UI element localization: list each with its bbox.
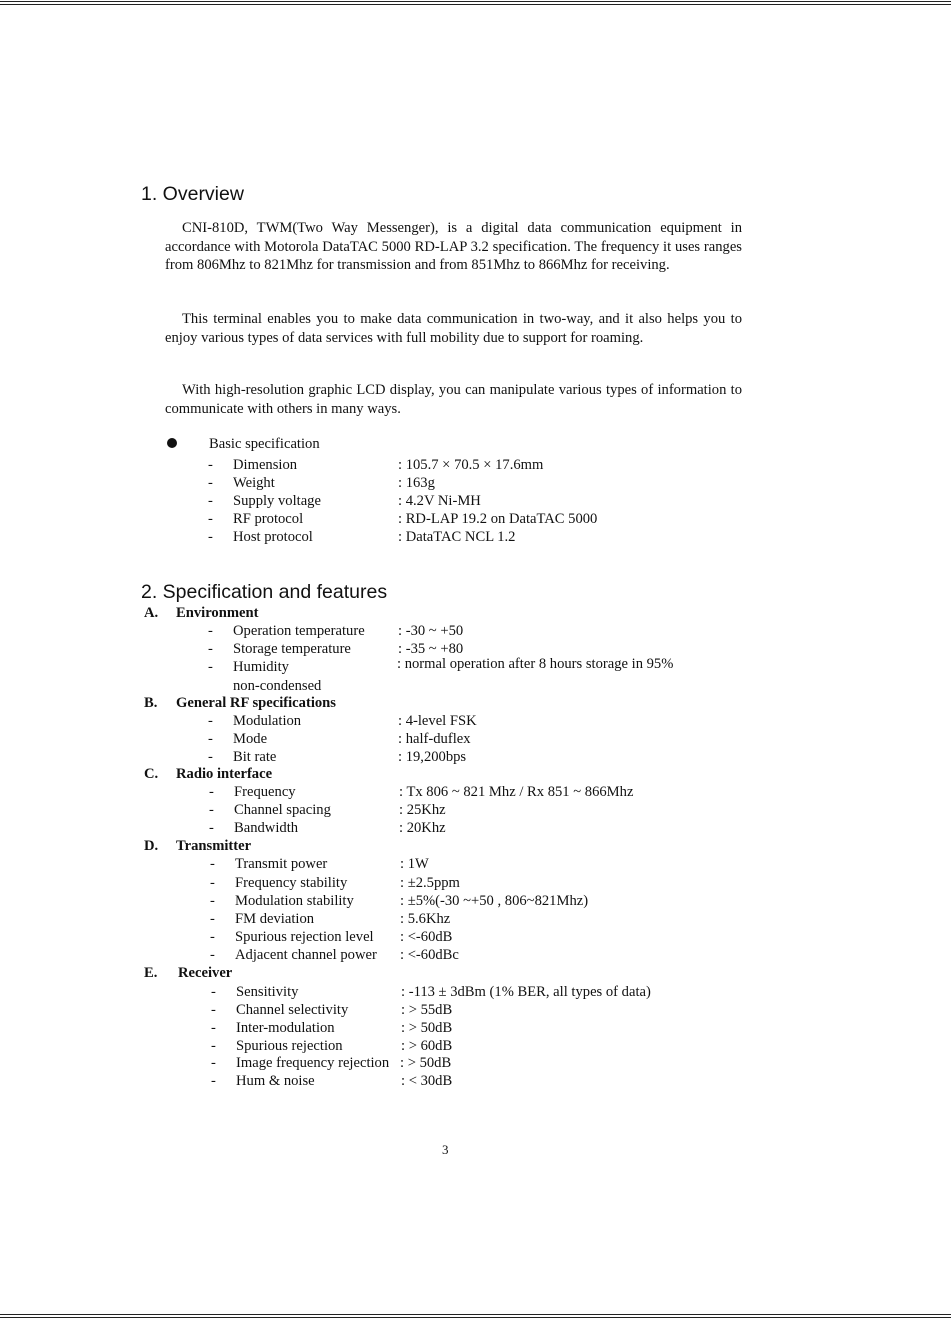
- spec-value: : ±5%(-30 ~+50 , 806~821Mhz): [400, 893, 589, 909]
- spec-value: : > 60dB: [401, 1038, 453, 1054]
- spec-value: : 20Khz: [399, 820, 446, 836]
- spec-label: Adjacent channel power: [235, 947, 377, 963]
- document-page: 1. Overview CNI-810D, TWM(Two Way Messenger), is a digital data communication equipment in accordance with Motorola DataTAC 5000 RD-LAP 3.2 specification. The frequency it uses ranges from 806Mhz to 821Mhz for transmission and from 851Mhz to 866Mhz for receiving. This terminal enables you to make data communication in two-way, and it also helps you to enjoy various types of data services with full mobility due to support for roaming. With high-resolution graphic LCD display, you can manipulate various types of information to communicate with others in many ways. Basic specification - Dimension : 105.7 × 70.5 × 17.6mm - Weight : 163g - Supply voltage : 4.2V Ni-MH - RF protocol : RD-LAP 19.2 on DataTAC 5000 - Host protocol : DataTAC NCL 1.2 2. Specification and features A. Environment - Operation temperature : -30 ~ +50 - Storage temperature : -35 ~ +80 - Humidity : normal operation after 8 hours storage in 95% non-condensed B. General RF specifications - Modulation : 4-level FSK - Mode : half-duflex - Bit rate : 19,200bps C. Radio interface - Frequency : Tx 806 ~ 821 Mhz / Rx 851 ~ 866Mhz - Channel spacing : 25Khz - Bandwidth : 20Khz D. Transmitter - Transmit power : 1W - Frequency stability : ±2.5ppm - Modulation stability : ±5%(-30 ~+50 , 806~821Mhz) - FM deviation : 5.6Khz - Spurious rejection level : <-60dB - Adjacent channel power : <-60dBc E. Receiver - Sensitivity : -113 ± 3dBm (1% BER, all types of data) - Channel selectivity : > 55dB - Inter-modulation : > 50dB - Spurious rejection : > 60dB - Image frequency rejection : > 50dB - Hum & noise : < 30dB 3: [141, 183, 742, 1157]
- section-letter: E.: [144, 965, 158, 981]
- spec-label: Bandwidth: [234, 820, 299, 836]
- spec-label: Modulation: [233, 713, 302, 729]
- spec-label: Spurious rejection: [236, 1038, 343, 1054]
- basic-spec-value: : RD-LAP 19.2 on DataTAC 5000: [398, 511, 598, 527]
- spec-value: : ±2.5ppm: [400, 875, 460, 891]
- spec-value: : -35 ~ +80: [398, 641, 464, 657]
- spec-label: Inter-modulation: [236, 1020, 335, 1036]
- spec-value: : 25Khz: [399, 802, 446, 818]
- overview-paragraph-3: With high-resolution graphic LCD display, you can manipulate various types of information to communicate with others in many ways.: [165, 382, 742, 417]
- page-number: 3: [442, 1142, 449, 1157]
- section-title: Transmitter: [176, 838, 252, 854]
- section-letter: B.: [144, 695, 158, 711]
- spec-value: : 19,200bps: [398, 749, 467, 765]
- basic-spec-label: Host protocol: [233, 529, 313, 545]
- spec-value: : half-duflex: [398, 731, 471, 747]
- spec-label: FM deviation: [235, 911, 315, 927]
- basic-spec-label: Supply voltage: [233, 493, 321, 509]
- spec-value: : > 50dB: [400, 1055, 452, 1071]
- spec-value: : < 30dB: [401, 1073, 453, 1089]
- overview-paragraph-1: CNI-810D, TWM(Two Way Messenger), is a digital data communication equipment in accordance with Motorola DataTAC 5000 RD-LAP 3.2 specification. The frequency it uses ranges from 806Mhz to 821Mhz for transmission and from 851Mhz to 866Mhz for receiving.: [165, 220, 742, 274]
- basic-spec-value: : DataTAC NCL 1.2: [398, 529, 516, 545]
- spec-value: : normal operation after 8 hours storage in 95%: [397, 656, 674, 672]
- basic-spec-value: : 105.7 × 70.5 × 17.6mm: [398, 457, 544, 473]
- spec-value: : -113 ± 3dBm (1% BER, all types of data): [401, 984, 651, 1000]
- basic-spec-title: Basic specification: [209, 436, 320, 452]
- section-letter: C.: [144, 766, 159, 782]
- spec-label: Hum & noise: [236, 1073, 315, 1089]
- spec-label: Storage temperature: [233, 641, 351, 657]
- spec-value: : -30 ~ +50: [398, 623, 464, 639]
- spec-label: Image frequency rejection: [236, 1055, 390, 1071]
- basic-spec-label: Dimension: [233, 457, 298, 473]
- spec-label: Humidity: [233, 659, 289, 675]
- spec-label: Channel spacing: [234, 802, 331, 818]
- basic-spec-label: RF protocol: [233, 511, 304, 527]
- spec-label: Bit rate: [233, 749, 277, 765]
- spec-value: : <-60dBc: [400, 947, 459, 963]
- basic-spec-value: : 163g: [398, 475, 435, 491]
- spec-label: non-condensed: [233, 678, 322, 694]
- spec-label: Channel selectivity: [236, 1002, 349, 1018]
- section-title: Receiver: [178, 965, 233, 981]
- bottom-rule: [0, 1314, 951, 1318]
- spec-value: : <-60dB: [400, 929, 453, 945]
- spec-label: Frequency: [234, 784, 296, 800]
- overview-paragraph-2: This terminal enables you to make data communication in two-way, and it also helps you to enjoy various types of data services with full mobility due to support for roaming.: [165, 311, 742, 346]
- spec-heading: 2. Specification and features: [141, 581, 388, 603]
- basic-spec-label: Weight: [233, 475, 275, 491]
- section-title: General RF specifications: [176, 695, 336, 711]
- spec-label: Modulation stability: [235, 893, 354, 909]
- spec-label: Spurious rejection level: [235, 929, 374, 945]
- spec-value: : 4-level FSK: [398, 713, 477, 729]
- section-letter: D.: [144, 838, 159, 854]
- spec-label: Mode: [233, 731, 268, 747]
- spec-label: Operation temperature: [233, 623, 365, 639]
- spec-label: Transmit power: [235, 856, 328, 872]
- spec-value: : > 50dB: [401, 1020, 453, 1036]
- section-title: Radio interface: [176, 766, 273, 782]
- bullet-icon: [167, 438, 177, 448]
- section-letter: A.: [144, 605, 159, 621]
- spec-value: : > 55dB: [401, 1002, 453, 1018]
- section-title: Environment: [176, 605, 259, 621]
- spec-label: Sensitivity: [236, 984, 299, 1000]
- spec-value: : Tx 806 ~ 821 Mhz / Rx 851 ~ 866Mhz: [399, 784, 634, 800]
- spec-label: Frequency stability: [235, 875, 348, 891]
- spec-value: : 1W: [400, 856, 429, 872]
- spec-value: : 5.6Khz: [400, 911, 451, 927]
- basic-spec-value: : 4.2V Ni-MH: [398, 493, 481, 509]
- overview-heading: 1. Overview: [141, 183, 244, 205]
